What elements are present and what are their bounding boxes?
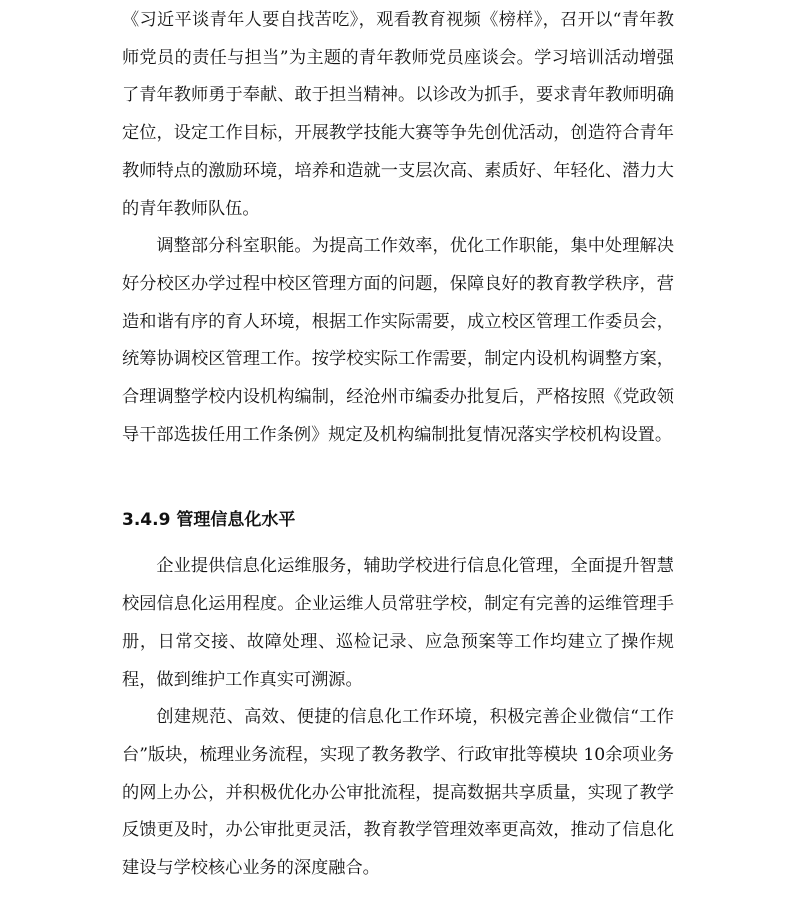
- paragraph-it-operations-service: 企业提供信息化运维服务，辅助学校进行信息化管理，全面提升智慧校园信息化运用程度。企业运维人员常驻学校，制定有完善的运维管理手册，日常交接、故障处理、巡检记录、应急预案等工作均建立了操作规程，做到维护工作真实可溯源。: [122, 556, 674, 690]
- paragraph-youth-teacher-training: 《习近平谈青年人要自找苦吃》，观看教育视频《榜样》，召开以“青年教师党员的责任与担当”为主题的青年教师党员座谈会。学习培训活动增强了青年教师勇于奉献、敢于担当精神。以诊改为抓手，要求青年教师明确定位，设定工作目标，开展教学技能大赛等争先创优活动，创造符合青年教师特点的激励环境，培养和造就一支层次高、素质好、年轻化、潜力大的青年教师队伍。: [122, 10, 674, 219]
- section-heading-information-management: 3.4.9 管理信息化水平: [122, 510, 296, 531]
- paragraph-digital-work-environment: 创建规范、高效、便捷的信息化工作环境，积极完善企业微信“工作台”版块，梳理业务流程，实现了教务教学、行政审批等模块 10余项业务的网上办公，并积极优化办公审批流程，提高数据共享质量，实现了教学反馈更及时，办公审批更灵活，教育教学管理效率更高效，推动了信息化建设与学校核心业务的深度融合。: [122, 707, 674, 879]
- document-page: [122, 0, 674, 888]
- paragraph-department-adjustment: 调整部分科室职能。为提高工作效率，优化工作职能，集中处理解决好分校区办学过程中校区管理方面的问题，保障良好的教育教学秩序，营造和谐有序的育人环境，根据工作实际需要，成立校区管理工作委员会，统筹协调校区管理工作。按学校实际工作需要，制定内设机构调整方案，合理调整学校内设机构编制，经沧州市编委办批复后，严格按照《党政领导干部选拔任用工作条例》规定及机构编制批复情况落实学校机构设置。: [122, 236, 674, 445]
